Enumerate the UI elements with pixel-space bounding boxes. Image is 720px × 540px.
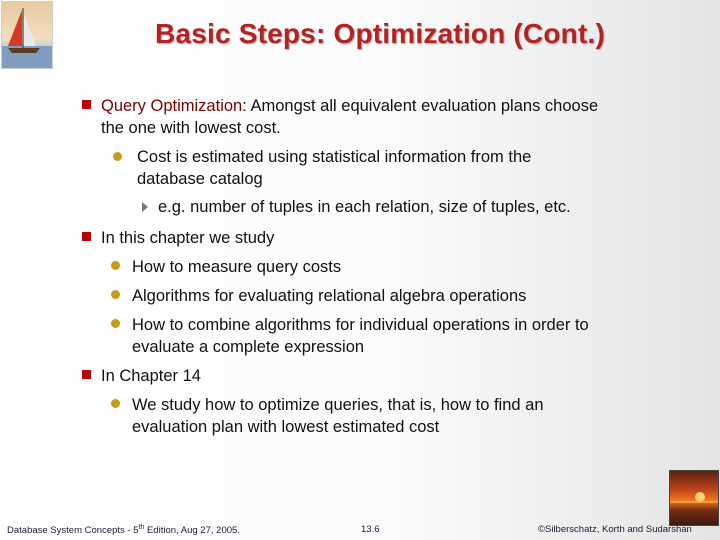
round-bullet-icon	[111, 261, 120, 270]
triangle-bullet-icon	[142, 202, 148, 212]
square-bullet-icon	[82, 100, 91, 109]
bullet-1-sub-1-line-1: Cost is estimated using statistical information from the	[137, 148, 532, 166]
sunset-image	[669, 470, 719, 526]
page-number: 13.6	[361, 524, 380, 535]
round-bullet-icon	[111, 399, 120, 408]
slide-title: Basic Steps: Optimization (Cont.)	[155, 18, 605, 49]
bullet-2-sub-3-line-2: evaluate a complete expression	[132, 338, 365, 356]
bullet-3-sub-1-line-1: We study how to optimize queries, that is, how to find an	[132, 396, 544, 414]
square-bullet-icon	[82, 232, 91, 241]
bullet-1-subsub-1: e.g. number of tuples in each relation, size of tuples, etc.	[158, 198, 571, 216]
bullet-2: In this chapter we study	[101, 229, 275, 247]
bullet-3-sub-1-line-2: evaluation plan with lowest estimated cost	[132, 418, 440, 436]
footer-left	[7, 524, 240, 536]
round-bullet-icon	[113, 152, 122, 161]
footer-left-prefix: Database System Concepts - 5	[7, 525, 139, 537]
bullet-1-line-1-text: : Amongst all equivalent evaluation plans choose	[242, 97, 599, 115]
square-bullet-icon	[82, 370, 91, 379]
bullet-3: In Chapter 14	[101, 367, 201, 385]
bullet-1-term: Query Optimization	[101, 97, 243, 115]
footer-left-sup: th	[138, 524, 145, 531]
footer-left-suffix: Edition, Aug 27, 2005.	[144, 525, 240, 537]
round-bullet-icon	[111, 290, 120, 299]
round-bullet-icon	[111, 319, 120, 328]
bullet-2-sub-1: How to measure query costs	[132, 258, 342, 276]
bullet-1-line-1	[101, 95, 598, 117]
bullet-2-sub-2: Algorithms for evaluating relational algebra operations	[132, 287, 527, 305]
bullet-1-sub-1-line-2: database catalog	[137, 170, 263, 188]
bullet-1-line-2: the one with lowest cost.	[101, 119, 281, 137]
footer-right: ©Silberschatz, Korth and Sudarshan	[538, 524, 692, 535]
bullet-2-sub-3-line-1: How to combine algorithms for individual operations in order to	[132, 316, 589, 334]
